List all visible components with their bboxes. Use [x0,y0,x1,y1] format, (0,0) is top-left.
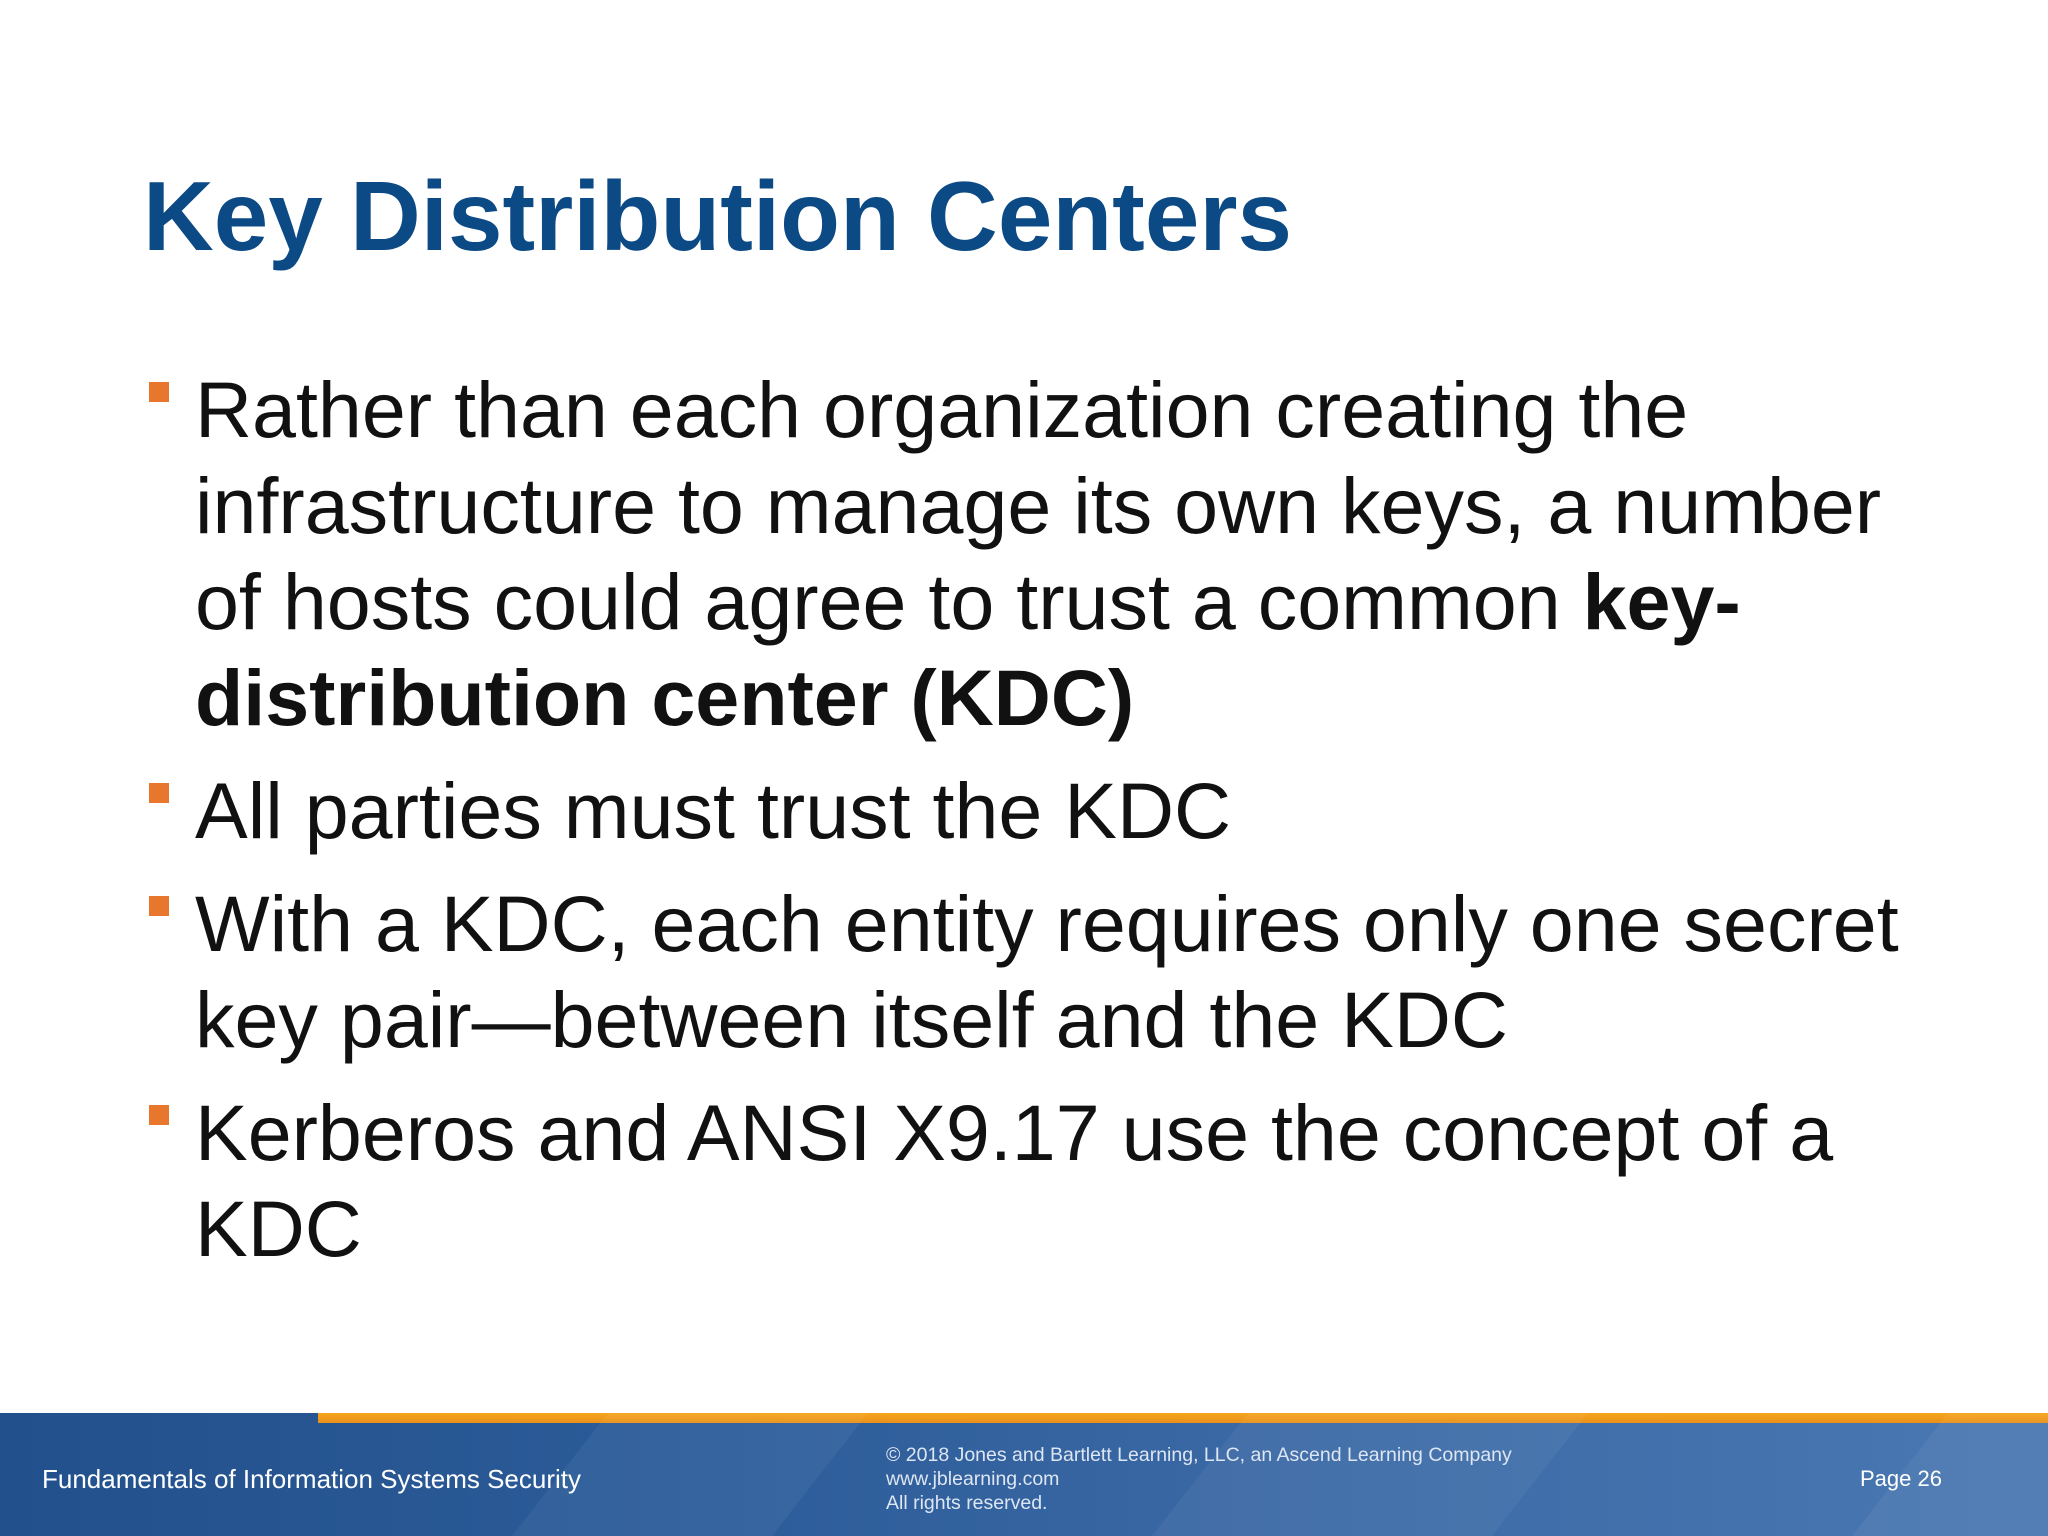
bullet-text: Rather than each organization creating the infrastructure to manage its own keys, a number of hosts could agree to trust a common [195,365,1882,646]
footer-rights: All rights reserved. [886,1492,1048,1514]
bullet-list [143,362,1943,1294]
slide-title: Key Distribution Centers [143,161,1292,271]
bullet-square-icon [149,382,169,402]
bullet-text: With a KDC, each entity requires only one secret key pair—between itself and the KDC [195,879,1899,1064]
bullet-text: Kerberos and ANSI X9.17 use the concept of a KDC [195,1088,1834,1273]
bullet-square-icon [149,896,169,916]
bullet-item-kerberos [143,1085,1943,1277]
bullet-square-icon [149,1105,169,1125]
footer-website-link[interactable]: www.jblearning.com [886,1468,1060,1490]
bullet-item-kdc-definition [143,362,1943,746]
bullet-text: All parties must trust the KDC [195,766,1232,855]
page-number: Page 26 [1860,1466,1942,1491]
footer-accent-stripe [318,1413,2048,1423]
bold-term-kdc: key-distribution center (KDC) [195,557,1741,742]
footer-copyright-block [886,1443,1512,1515]
bullet-item-key-pair [143,876,1943,1068]
footer-course-title: Fundamentals of Information Systems Security [42,1464,582,1494]
bullet-square-icon [149,783,169,803]
footer-copyright: © 2018 Jones and Bartlett Learning, LLC, an Ascend Learning Company [886,1444,1512,1466]
bullet-item-trust [143,763,1943,859]
